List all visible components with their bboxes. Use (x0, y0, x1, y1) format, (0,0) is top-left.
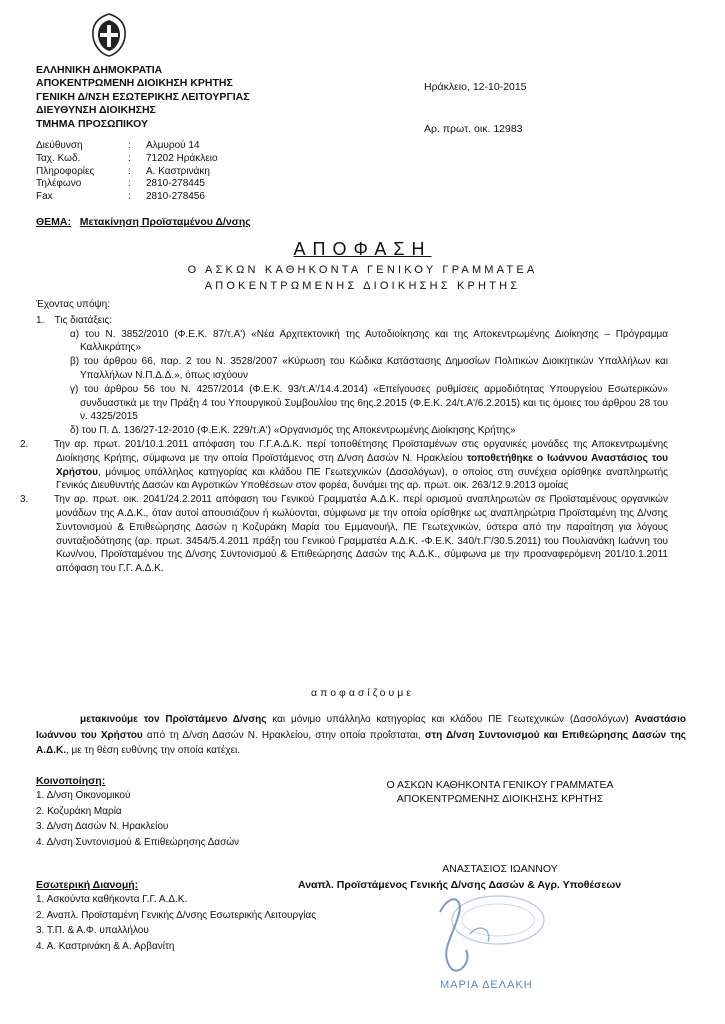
sub-item: γ) του άρθρου 56 του Ν. 4257/2014 (Φ.Ε.Κ. 93/τ.Α'/14.4.2014) «Επείγουσες ρυθμίσεις αρμοδιότητας Υπουργείου Εσωτερικών» συνδυαστικά με την Πράξη 4 του Υπουργικού Συμβουλίου της 6ης.2.2015 (Φ.Ε.Κ. 24/τ.Α'/6.2.2015) και τις όμοιες του άρθρου 28 του ν. 4325/2015 (70, 383, 668, 423)
contact-value: 71202 Ηράκλειο (146, 152, 218, 164)
item-text: Τις διατάξεις: (54, 314, 113, 326)
signer-name: ΑΝΑΣΤΑΣΙΟΣ ΙΩΑΝΝΟΥ (442, 863, 558, 875)
sub-item: α) του Ν. 3852/2010 (Φ.Ε.Κ. 87/τ.Α') «Νέα Αρχιτεκτονική της Αυτοδιοίκησης και της Αποκεντρωμένης Διοίκησης – Πρόγραμμα Καλλικράτης» (70, 328, 668, 354)
signer-line-1: Ο ΑΣΚΩΝ ΚΑΘΗΚΟΝΤΑ ΓΕΝΙΚΟΥ ΓΡΑΜΜΑΤΕΑ (386, 779, 614, 791)
issuer-header (36, 64, 250, 131)
item-number: 3. (20, 494, 29, 506)
contact-row: Ταχ. Κωδ. : 71202 Ηράκλειο (36, 152, 218, 164)
item-number: 1. (36, 314, 45, 326)
header-line: ΔΙΕΥΘΥΝΣΗ ΔΙΟΙΚΗΣΗΣ (36, 104, 156, 117)
contact-row: Fax : 2810-278456 (36, 191, 205, 203)
protocol-number: Αρ. πρωτ. οικ. 12983 (424, 123, 523, 135)
contact-label: Fax (36, 191, 53, 203)
contact-value: Αλμυρού 14 (146, 140, 200, 151)
contact-label: Πληροφορίες (36, 165, 95, 177)
signer-authority (330, 778, 670, 806)
contact-row: Πληροφορίες : Α. Καστρινάκη (36, 165, 210, 177)
item-number: 2. (20, 438, 29, 450)
consideration-item (20, 493, 668, 576)
subject-text: Μετακίνηση Προϊσταμένου Δ/νσης (79, 216, 251, 228)
header-line: ΤΜΗΜΑ ΠΡΟΣΩΠΙΚΟΥ (36, 117, 148, 130)
internal-title: Εσωτερική Διανομή: (36, 879, 139, 891)
item-text: Την αρ. πρωτ. οικ. 2041/24.2.2011 απόφαση του Γενικού Γραμματέα Α.Δ.Κ. περί ορισμού αναπληρωτών σε Προϊσταμένους οργανικών μονάδων της Α.Δ.Κ., όταν αυτοί απουσιάζουν ή κωλύονται, σύμφωνα με την οποία ορίσθηκε ως αναπληρώτρια Προϊσταμένη της Δ/νσης Συντονισμού & Επιθεώρησης Δασών η Κοζυράκη Μαρία του Εμμανουήλ, ΠΕ Γεωτεχνικών, ύστερα από την παραίτηση για λόγους συνταξιοδότησης (αρ. πρωτ. 3454/5.4.2011 πράξη του Γενικού Γραμματέα Α.Δ.Κ. -Φ.Ε.Κ. 340/τ.Γ'/30.5.2011) του Πουλιανάκη Ιωάννη του Κων/νου, Προϊσταμένου της Δ/νσης Συντονισμού & Επιθεώρησης Δασών της Α.Δ.Κ., σύμφωνα με την προαναφερόμενη 201/10.1.2011 απόφαση του Γ.Γ. Α.Δ.Κ. (54, 494, 668, 575)
subject-line (36, 215, 251, 229)
header-line: ΓΕΝΙΚΗ Δ/ΝΣΗ ΕΣΩΤΕΡΙΚΗΣ ΛΕΙΤΟΥΡΓΙΑΣ (36, 90, 250, 103)
contact-row: Τηλέφωνο : 2810-278445 (36, 178, 205, 190)
contact-value: 2810-278445 (146, 178, 205, 190)
authority-line-2: ΑΠΟΚΕΝΤΡΩΜΕΝΗΣ ΔΙΟΙΚΗΣΗΣ ΚΡΗΤΗΣ (204, 280, 521, 292)
list-item: 4. Δ/νση Συντονισμού & Επιθεώρησης Δασών (36, 836, 240, 848)
stamp-name: ΜΑΡΙΑ ΔΕΛΑΚΗ (440, 979, 533, 991)
header-line: ΑΠΟΚΕΝΤΡΩΜΕΝΗ ΔΙΟΙΚΗΣΗ ΚΡΗΤΗΣ (36, 77, 233, 90)
internal-items (36, 892, 316, 954)
decision-part: , με τη θέση ευθύνης την οποία κατέχει. (65, 745, 241, 756)
consideration-item (36, 314, 668, 328)
list-item: 4. Α. Καστρινάκη & Α. Αρβανίτη (36, 940, 175, 952)
cc-items (36, 788, 239, 850)
contact-label: Τηλέφωνο (36, 178, 82, 190)
intro-text: Έχοντας υπόψη: (36, 299, 110, 310)
sub-item: δ) του Π. Δ. 136/27-12-2010 (Φ.Ε.Κ. 229/τ.Α') «Οργανισμός της Αποκεντρωμένης Διοίκησης Κρήτης» (70, 425, 516, 437)
document-title: ΑΠΟΦΑΣΗ (293, 239, 432, 259)
sub-item: β) του άρθρου 66, παρ. 2 του Ν. 3528/2007 «Κύρωση του Κώδικα Κατάστασης Δημοσίων Πολιτικών Διοικητικών Υπαλλήλων και Υπαλλήλων Ν.Π.Δ.Δ.», όπως ισχύουν (70, 356, 668, 381)
internal-distribution (36, 878, 316, 954)
contact-label: Ταχ. Κωδ. (36, 152, 81, 164)
contact-value: 2810-278456 (146, 191, 205, 203)
considerations (20, 298, 668, 576)
decision-part-bold: στη Δ/νση Συντονισμού και Επιθεώρησης Δασών της Α.Δ.Κ. (36, 729, 686, 756)
signer-role: Αναπλ. Προϊστάμενος Γενικής Δ/νσης Δασών & Αγρ. Υποθέσεων (298, 879, 622, 891)
header-line: ΕΛΛΗΝΙΚΗ ΔΗΜΟΚΡΑΤΙΑ (36, 64, 163, 76)
decision-heading: αποφασίζουμε (311, 687, 414, 699)
list-item: 3. Δ/νση Δασών Ν. Ηρακλείου (36, 821, 169, 833)
item-text-bold: τοποθετήθηκε ο Ιωάννου Αναστάσιος του Χρήστου (56, 452, 668, 478)
list-item: 3. Τ.Π. & Α.Φ. υπαλλήλου (36, 925, 149, 937)
cc-title: Κοινοποίηση: (36, 775, 106, 787)
signer-line-2: ΑΠΟΚΕΝΤΡΩΜΕΝΗΣ ΔΙΟΙΚΗΣΗΣ ΚΡΗΤΗΣ (396, 793, 604, 806)
contact-block (36, 140, 218, 204)
authority-line-1: Ο ΑΣΚΩΝ ΚΑΘΗΚΟΝΤΑ ΓΕΝΙΚΟΥ ΓΡΑΜΜΑΤΕΑ (187, 264, 538, 276)
list-item: 1. Δ/νση Οικονομικού (36, 790, 131, 802)
consideration-item (20, 438, 668, 493)
list-item: 1. Ασκούντα καθήκοντα Γ.Γ. Α.Δ.Κ. (36, 894, 188, 906)
cc-list (36, 774, 239, 850)
decision-text (36, 712, 686, 759)
document-date: Ηράκλειο, 12-10-2015 (424, 81, 527, 93)
item-text: , μόνιμος υπάλληλος κατηγορίας και κλάδου ΠΕ Γεωτεχνικών (Δασολόγων), ο οποίος στη συνέχεια ορίσθηκε αναπληρωτής Γενικός Διευθυντής Δασών και Αγροτικών Υποθέσεων στον φορέα, δυνάμει της αρ. πρωτ. οικ. 263/12.9.2013 ομοίας (56, 466, 668, 492)
item-text: Την αρ. πρωτ. 201/10.1.2011 απόφαση του Γ.Γ.Α.Δ.Κ. περί τοποθέτησης Προϊσταμένων στις οργανικές μονάδες της Αποκεντρωμένης Διοίκησης Κρήτης, σύμφωνα με την οποία Προϊστάμενος στη Δ/νση Δασών Ν. Ηρακλείου (54, 438, 668, 464)
contact-row: Διεύθυνση : Αλμυρού 14 (36, 140, 200, 151)
list-item: 2. Αναπλ. Προϊσταμένη Γενικής Δ/νσης Εσωτερικής Λειτουργίας (36, 909, 317, 921)
decision-part: και μόνιμο υπάλληλο κατηγορίας και κλάδου ΠΕ Γεωτεχνικών (Δασολόγων) (266, 714, 635, 725)
greek-emblem-icon (88, 12, 130, 58)
subject-label: ΘΕΜΑ: (36, 216, 71, 228)
decision-part-bold: μετακινούμε τον Προϊστάμενο Δ/νσης (80, 714, 267, 725)
decision-part-bold: Αναστάσιο Ιωάννου του Χρήστου (36, 714, 686, 741)
contact-label: Διεύθυνση (36, 140, 83, 151)
list-item: 2. Κοζυράκη Μαρία (36, 805, 122, 817)
decision-part: από τη Δ/νση Δασών Ν. Ηρακλείου, στην οποία προΐσταται, (142, 729, 425, 741)
contact-value: Α. Καστρινάκη (146, 165, 210, 177)
